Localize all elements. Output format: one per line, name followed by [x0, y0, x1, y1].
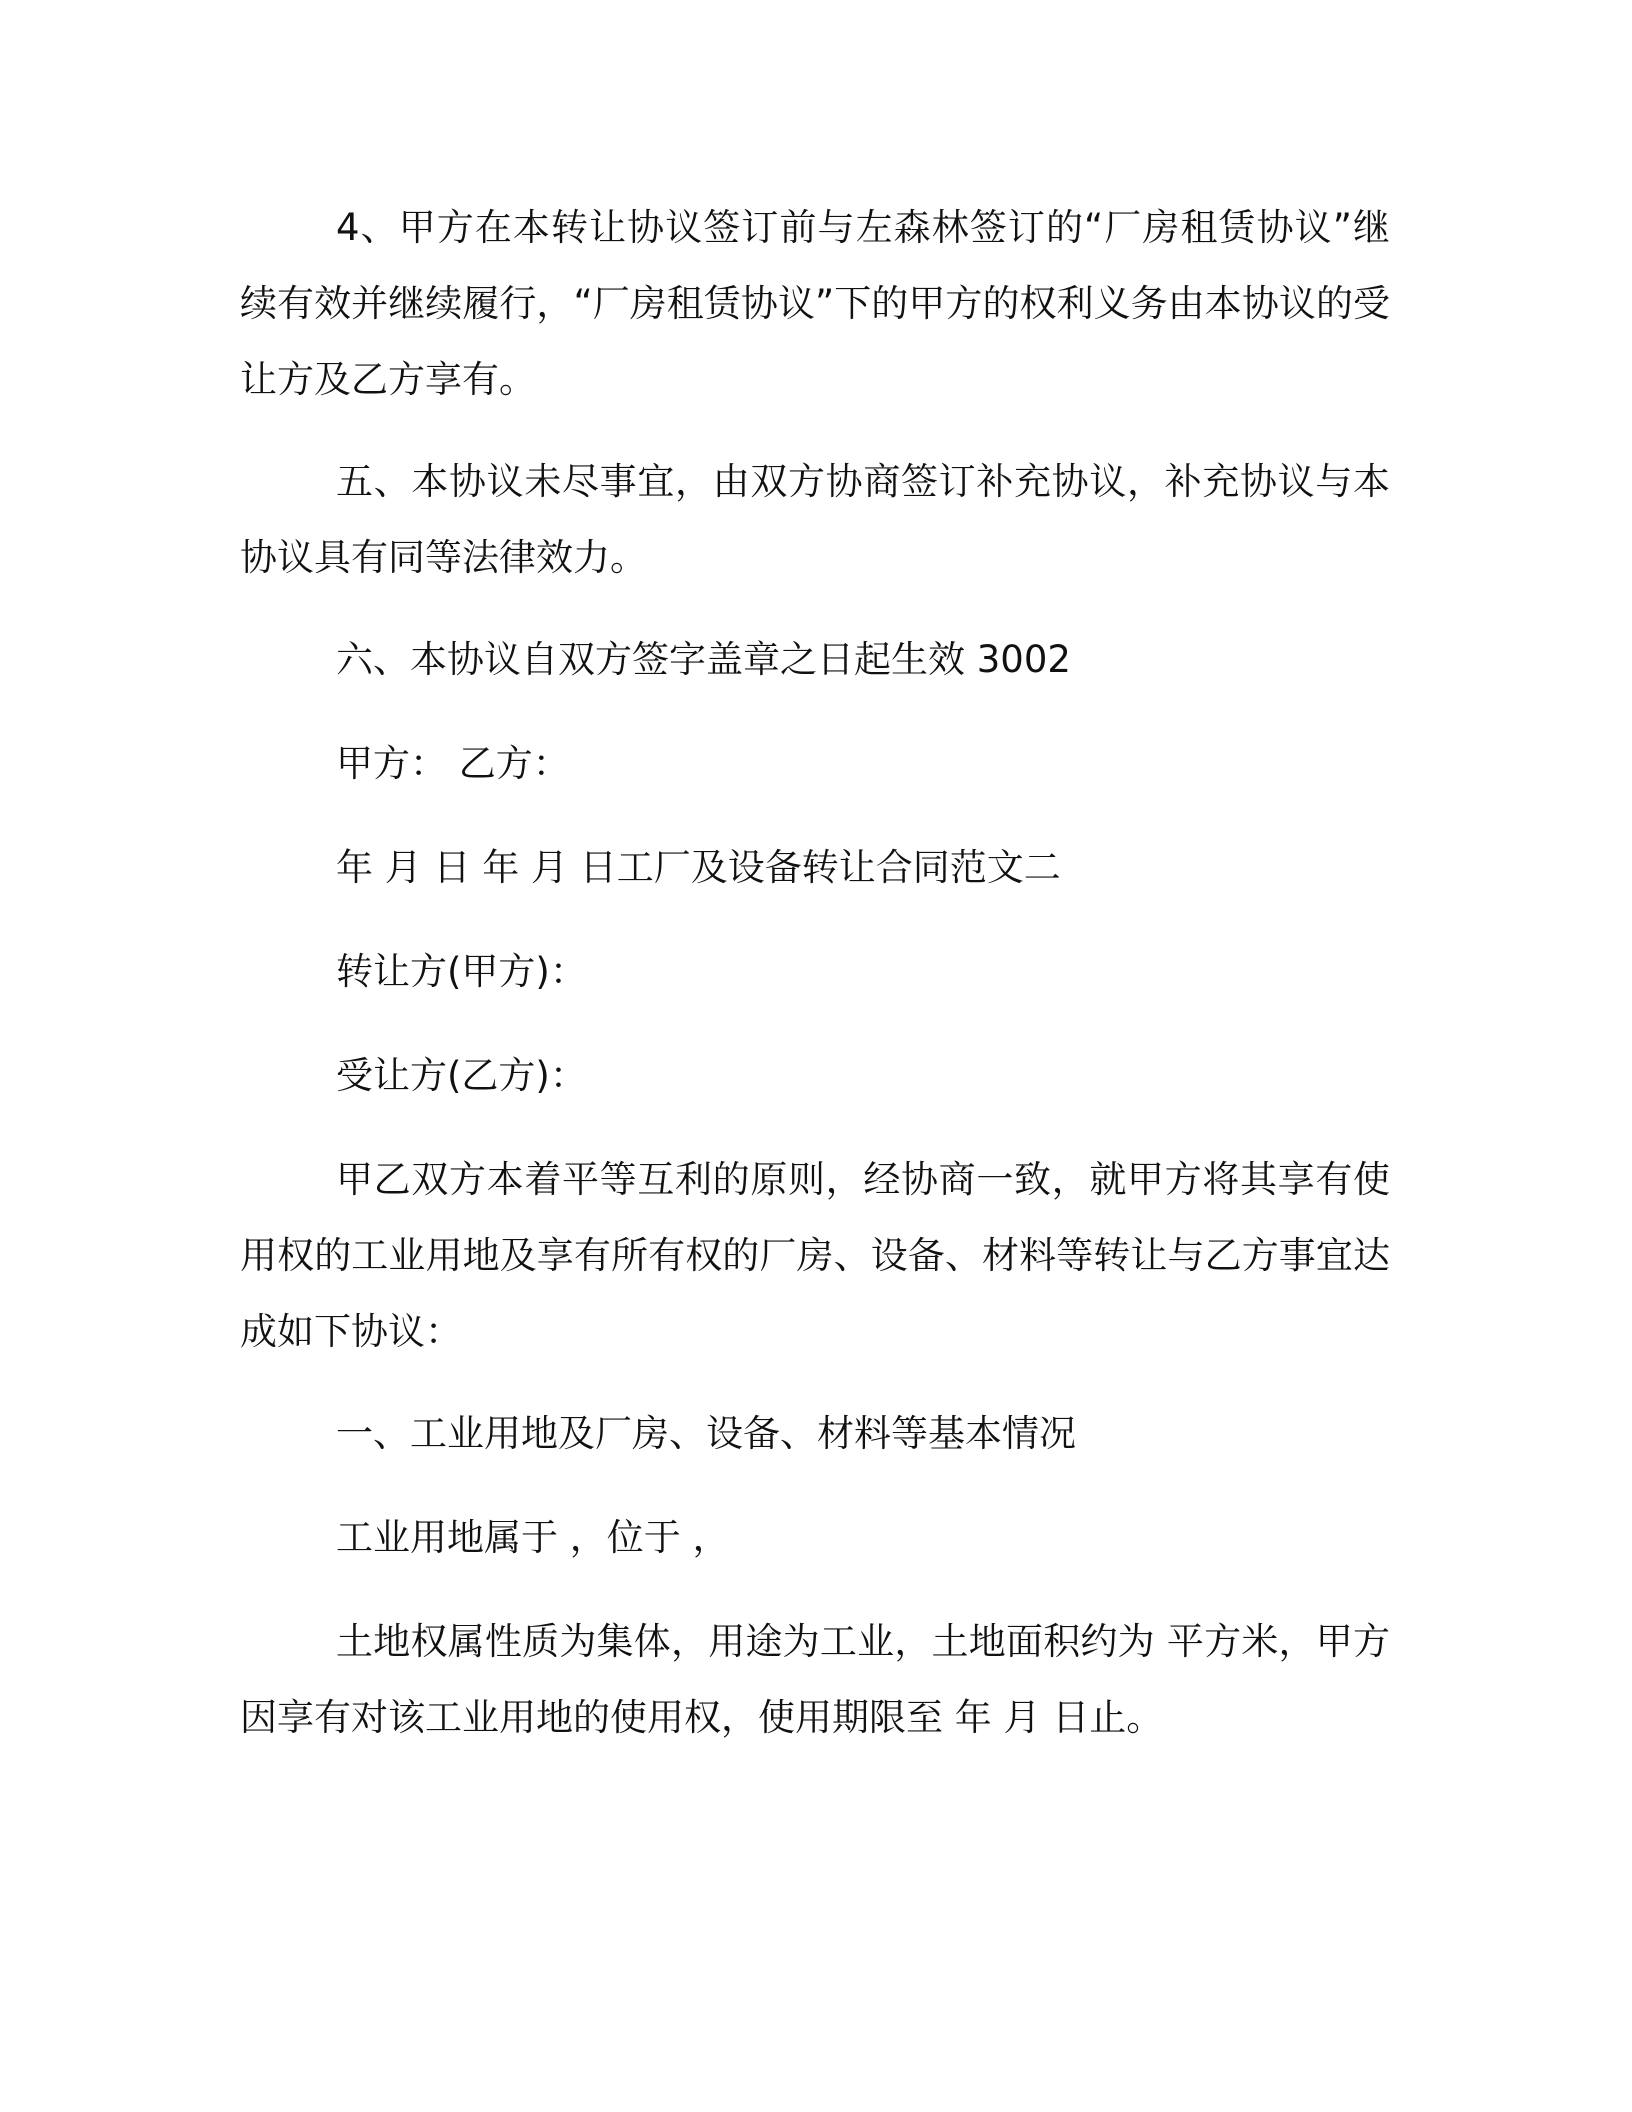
paragraph-section-one-heading: 一、工业用地及厂房、设备、材料等基本情况: [336, 1412, 1076, 1455]
paragraph-clause-six: 六、本协议自双方签字盖章之日起生效 3002: [336, 638, 1071, 681]
paragraph-land-location: 工业用地属于 ，位于 ，: [336, 1516, 730, 1559]
paragraph-agreement-preamble: 甲乙双方本着平等互利的原则，经协商一致，就甲方将其享有使用权的工业用地及享有所有权的厂房、设备、材料等转让与乙方事宜达成如下协议：: [240, 1158, 1390, 1353]
paragraph-transferor: 转让方(甲方)：: [336, 950, 587, 993]
paragraph-lease-clause: 4、甲方在本转让协议签订前与左森林签订的“厂房租赁协议”继续有效并继续履行，“厂房租赁协议”下的甲方的权利义务由本协议的受让方及乙方享有。: [240, 206, 1390, 401]
paragraph-party-signatures: 甲方： 乙方：: [336, 742, 570, 785]
paragraph-transferee: 受让方(乙方)：: [336, 1054, 587, 1097]
document-body: [240, 190, 1390, 1782]
paragraph-clause-five: 五、本协议未尽事宜，由双方协商签订补充协议，补充协议与本协议具有同等法律效力。: [240, 460, 1390, 579]
paragraph-date-title: 年 月 日 年 月 日工厂及设备转让合同范文二: [336, 846, 1061, 889]
paragraph-land-details: 土地权属性质为集体，用途为工业，土地面积约为 平方米，甲方因享有对该工业用地的使用权，使用期限至 年 月 日止。: [240, 1620, 1390, 1739]
